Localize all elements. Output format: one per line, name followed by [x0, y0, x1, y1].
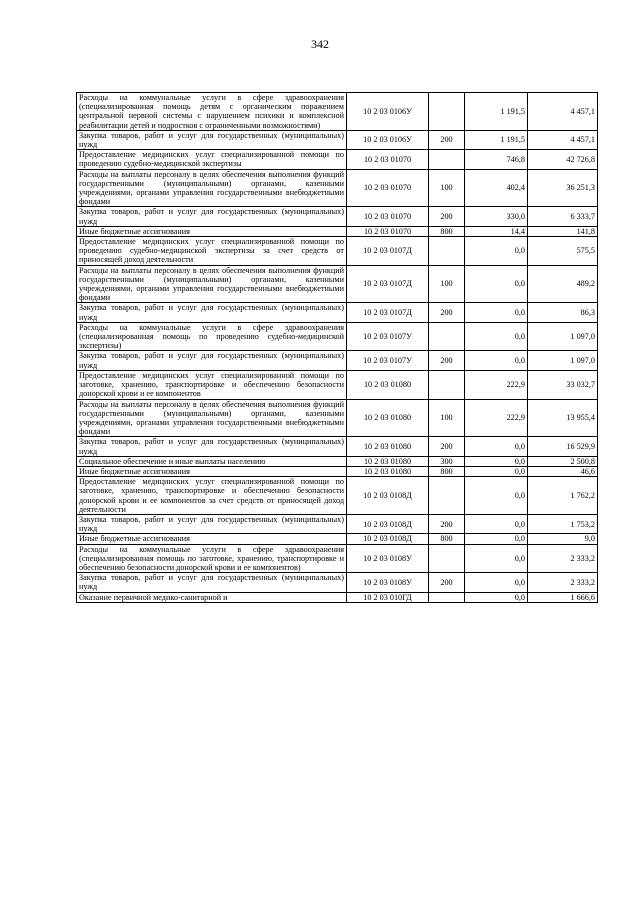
table-row — [77, 573, 598, 592]
table-row — [77, 456, 598, 466]
table-row — [77, 534, 598, 544]
amount-a-cell: 222,9 — [465, 370, 528, 399]
amount-b-cell: 6 333,7 — [528, 207, 598, 226]
amount-b-cell: 16 529,9 — [528, 437, 598, 456]
budget-code-cell: 10 2 03 01070 — [347, 169, 429, 207]
table-row — [77, 437, 598, 456]
expense-description-cell: Иные бюджетные ассигнования — [77, 466, 347, 476]
expense-description-cell: Закупка товаров, работ и услуг для государственных (муниципальных) нужд — [77, 514, 347, 533]
amount-b-cell: 1 762,2 — [528, 477, 598, 515]
budget-code-cell: 10 2 03 01080 — [347, 437, 429, 456]
expense-description-cell: Расходы на коммунальные услуги в сфере здравоохранения (специализированная помощь по заготовке, хранению, транспортировке и обеспечению безопасности донорской крови и ее компонентов) — [77, 544, 347, 573]
expense-type-cell: 100 — [429, 399, 465, 437]
expense-description-cell: Закупка товаров, работ и услуг для государственных (муниципальных) нужд — [77, 207, 347, 226]
amount-a-cell: 402,4 — [465, 169, 528, 207]
expense-description-cell: Расходы на выплаты персоналу в целях обеспечения выполнения функций государственными (муниципальными) органами, казенными учреждениями, органами управления государственными внебюджетными фондами — [77, 265, 347, 303]
expense-type-cell: 800 — [429, 534, 465, 544]
amount-a-cell: 0,0 — [465, 514, 528, 533]
table-row — [77, 592, 598, 602]
expense-description-cell: Предоставление медицинских услуг специализированной помощи по проведению судебно-медицинской экспертизы — [77, 150, 347, 169]
table-row — [77, 370, 598, 399]
amount-a-cell: 0,0 — [465, 477, 528, 515]
budget-code-cell: 10 2 03 01080 — [347, 456, 429, 466]
budget-code-cell: 10 2 03 0107Д — [347, 265, 429, 303]
budget-code-cell: 10 2 03 0108Д — [347, 534, 429, 544]
expense-type-cell — [429, 322, 465, 351]
budget-code-cell: 10 2 03 01070 — [347, 150, 429, 169]
expense-type-cell: 200 — [429, 437, 465, 456]
expense-type-cell: 200 — [429, 351, 465, 370]
expense-description-cell: Закупка товаров, работ и услуг для государственных (муниципальных) нужд — [77, 303, 347, 322]
expense-type-cell: 100 — [429, 265, 465, 303]
expense-description-cell: Расходы на коммунальные услуги в сфере здравоохранения (специализированная помощь по проведению судебно-медицинской экспертизы) — [77, 322, 347, 351]
table-row — [77, 93, 598, 131]
expense-description-cell: Закупка товаров, работ и услуг для государственных (муниципальных) нужд — [77, 573, 347, 592]
budget-code-cell: 10 2 03 01070 — [347, 226, 429, 236]
amount-b-cell: 2 500,8 — [528, 456, 598, 466]
expense-type-cell — [429, 477, 465, 515]
table-row — [77, 322, 598, 351]
amount-a-cell: 0,0 — [465, 466, 528, 476]
expense-description-cell: Предоставление медицинских услуг специализированной помощи по заготовке, хранению, транспортировке и обеспечению безопасности донорской крови и ее компонентов за счет средств от приносящей доход деятельности — [77, 477, 347, 515]
amount-b-cell: 1 666,6 — [528, 592, 598, 602]
expense-description-cell: Оказание первичной медико-санитарной и — [77, 592, 347, 602]
amount-a-cell: 746,8 — [465, 150, 528, 169]
amount-b-cell: 4 457,1 — [528, 93, 598, 131]
amount-b-cell: 33 032,7 — [528, 370, 598, 399]
table-row — [77, 150, 598, 169]
amount-b-cell: 13 955,4 — [528, 399, 598, 437]
budget-code-cell: 10 2 03 0108Д — [347, 514, 429, 533]
amount-b-cell: 575,5 — [528, 237, 598, 266]
budget-code-cell: 10 2 03 0107У — [347, 322, 429, 351]
table-row — [77, 207, 598, 226]
budget-code-cell: 10 2 03 0108У — [347, 573, 429, 592]
table-row — [77, 303, 598, 322]
expense-description-cell: Закупка товаров, работ и услуг для государственных (муниципальных) нужд — [77, 437, 347, 456]
amount-b-cell: 141,8 — [528, 226, 598, 236]
budget-code-cell: 10 2 03 01070 — [347, 207, 429, 226]
table-row — [77, 399, 598, 437]
amount-a-cell: 0,0 — [465, 237, 528, 266]
amount-a-cell: 0,0 — [465, 534, 528, 544]
budget-code-cell: 10 2 03 01080 — [347, 399, 429, 437]
table-row — [77, 544, 598, 573]
expense-type-cell: 100 — [429, 169, 465, 207]
expense-type-cell — [429, 93, 465, 131]
amount-b-cell: 2 333,2 — [528, 544, 598, 573]
amount-b-cell: 1 097,0 — [528, 322, 598, 351]
amount-b-cell: 489,2 — [528, 265, 598, 303]
amount-b-cell: 4 457,1 — [528, 130, 598, 149]
budget-table — [76, 92, 598, 603]
amount-b-cell: 1 097,0 — [528, 351, 598, 370]
table-body — [77, 93, 598, 603]
table-row — [77, 351, 598, 370]
budget-code-cell: 10 2 03 0106У — [347, 130, 429, 149]
expense-type-cell: 200 — [429, 207, 465, 226]
expense-type-cell: 200 — [429, 303, 465, 322]
amount-a-cell: 222,9 — [465, 399, 528, 437]
expense-type-cell: 300 — [429, 456, 465, 466]
expense-description-cell: Закупка товаров, работ и услуг для государственных (муниципальных) нужд — [77, 351, 347, 370]
amount-b-cell: 1 753,2 — [528, 514, 598, 533]
expense-description-cell: Предоставление медицинских услуг специализированной помощи по проведению судебно-медицинской экспертизы за счет средств от приносящей доход деятельности — [77, 237, 347, 266]
table-row — [77, 265, 598, 303]
expense-type-cell: 200 — [429, 573, 465, 592]
budget-code-cell: 10 2 03 0107Д — [347, 303, 429, 322]
expense-type-cell — [429, 150, 465, 169]
expense-description-cell: Социальное обеспечение и иные выплаты населению — [77, 456, 347, 466]
amount-a-cell: 0,0 — [465, 265, 528, 303]
expense-description-cell: Предоставление медицинских услуг специализированной помощи по заготовке, хранению, транспортировке и обеспечению безопасности донорской крови и ее компонентов — [77, 370, 347, 399]
expense-description-cell: Закупка товаров, работ и услуг для государственных (муниципальных) нужд — [77, 130, 347, 149]
expense-type-cell: 200 — [429, 130, 465, 149]
expense-type-cell: 800 — [429, 466, 465, 476]
amount-b-cell: 36 251,3 — [528, 169, 598, 207]
expense-type-cell — [429, 370, 465, 399]
amount-a-cell: 0,0 — [465, 303, 528, 322]
expense-type-cell: 200 — [429, 514, 465, 533]
amount-b-cell: 42 726,8 — [528, 150, 598, 169]
budget-code-cell: 10 2 03 0106У — [347, 93, 429, 131]
table-row — [77, 477, 598, 515]
amount-b-cell: 2 333,2 — [528, 573, 598, 592]
budget-code-cell: 10 2 03 01080 — [347, 370, 429, 399]
expense-type-cell: 800 — [429, 226, 465, 236]
amount-a-cell: 0,0 — [465, 592, 528, 602]
amount-a-cell: 0,0 — [465, 437, 528, 456]
amount-a-cell: 1 191,5 — [465, 93, 528, 131]
amount-a-cell: 330,0 — [465, 207, 528, 226]
budget-code-cell: 10 2 03 0108Д — [347, 477, 429, 515]
expense-type-cell — [429, 544, 465, 573]
expense-description-cell: Иные бюджетные ассигнования — [77, 534, 347, 544]
budget-code-cell: 10 2 03 01080 — [347, 466, 429, 476]
budget-code-cell: 10 2 03 0107Д — [347, 237, 429, 266]
table-row — [77, 237, 598, 266]
amount-a-cell: 0,0 — [465, 351, 528, 370]
budget-code-cell: 10 2 03 010ГД — [347, 592, 429, 602]
amount-a-cell: 0,0 — [465, 544, 528, 573]
table-row — [77, 514, 598, 533]
page-number: 342 — [311, 37, 329, 51]
expense-type-cell — [429, 592, 465, 602]
table-row — [77, 169, 598, 207]
expense-description-cell: Иные бюджетные ассигнования — [77, 226, 347, 236]
amount-a-cell: 1 191,5 — [465, 130, 528, 149]
amount-a-cell: 14,4 — [465, 226, 528, 236]
table-row — [77, 130, 598, 149]
amount-b-cell: 86,3 — [528, 303, 598, 322]
amount-a-cell: 0,0 — [465, 322, 528, 351]
amount-b-cell: 9,0 — [528, 534, 598, 544]
budget-code-cell: 10 2 03 0108У — [347, 544, 429, 573]
amount-a-cell: 0,0 — [465, 456, 528, 466]
budget-code-cell: 10 2 03 0107У — [347, 351, 429, 370]
expense-description-cell: Расходы на коммунальные услуги в сфере здравоохранения (специализированная помощь детям с органическим поражением центральной нервной системы с нарушением психики и комплексной реабилитации детей и подростков с ограниченными возможностями) — [77, 93, 347, 131]
amount-b-cell: 46,6 — [528, 466, 598, 476]
expense-description-cell: Расходы на выплаты персоналу в целях обеспечения выполнения функций государственными (муниципальными) органами, казенными учреждениями, органами управления государственными внебюджетными фондами — [77, 169, 347, 207]
table-row — [77, 466, 598, 476]
expense-type-cell — [429, 237, 465, 266]
expense-description-cell: Расходы на выплаты персоналу в целях обеспечения выполнения функций государственными (муниципальными) органами, казенными учреждениями, органами управления государственными внебюджетными фондами — [77, 399, 347, 437]
amount-a-cell: 0,0 — [465, 573, 528, 592]
table-row — [77, 226, 598, 236]
